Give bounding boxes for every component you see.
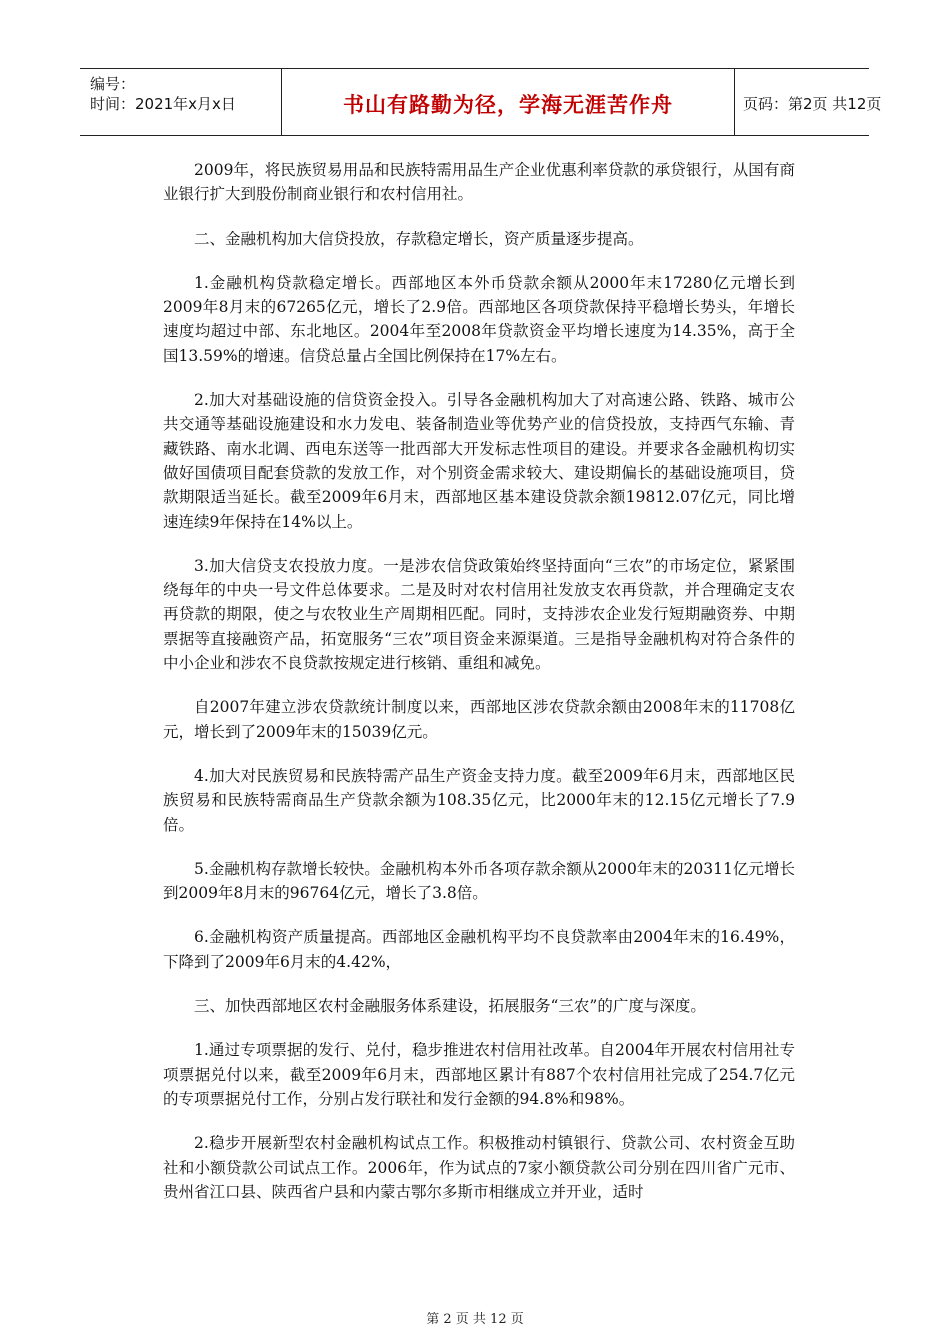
section-heading: 二、金融机构加大信贷投放，存款稳定增长，资产质量逐步提高。	[194, 229, 644, 248]
document-number-label: 编号：	[90, 75, 136, 93]
document-date-label: 时间：2021年x月x日	[90, 95, 236, 113]
header-page-code: 页码：第2页 共12页	[743, 95, 882, 113]
paragraph: 自2007年建立涉农贷款统计制度以来，西部地区涉农贷款余额由2008年末的11708亿元，增长到了2009年末的15039亿元。	[163, 698, 795, 741]
paragraph: 5.金融机构存款增长较快。金融机构本外币各项存款余额从2000年末的20311亿元增长到2009年8月末的96764亿元，增长了3.8倍。	[163, 859, 795, 903]
paragraph: 2009年，将民族贸易用品和民族特需用品生产企业优惠利率贷款的承贷银行，从国有商业银行扩大到股份制商业银行和农村信用社。	[163, 161, 795, 204]
document-body	[163, 158, 795, 1224]
header-motto: 书山有路勤为径，学海无涯苦作舟	[343, 93, 673, 117]
document-header	[80, 68, 882, 136]
paragraph: 1.金融机构贷款稳定增长。西部地区本外币贷款余额从2000年末17280亿元增长到2009年8月末的67265亿元，增长了2.9倍。西部地区各项贷款保持平稳增长势头，年增长速度均超过中部、东北地区。2004年至2008年贷款资金平均增长速度为14.35%，高于全国13.59%的增速。信贷总量占全国比例保持在17%左右。	[163, 273, 795, 365]
paragraph: 6.金融机构资产质量提高。西部地区金融机构平均不良贷款率由2004年末的16.49%，下降到了2009年6月末的4.42%，	[163, 928, 795, 971]
page-footer: 第 2 页 共 12 页	[426, 1312, 524, 1327]
paragraph: 1.通过专项票据的发行、兑付，稳步推进农村信用社改革。自2004年开展农村信用社专项票据兑付以来，截至2009年6月末，西部地区累计有887个农村信用社完成了254.7亿元的专项票据兑付工作，分别占发行联社和发行金额的94.8%和98%。	[163, 1041, 795, 1108]
paragraph: 2.加大对基础设施的信贷资金投入。引导各金融机构加大了对高速公路、铁路、城市公共交通等基础设施建设和水力发电、装备制造业等优势产业的信贷投放，支持西气东输、青藏铁路、南水北调、西电东送等一批西部大开发标志性项目的建设。并要求各金融机构切实做好国债项目配套贷款的发放工作，对个别资金需求较大、建设期偏长的基础设施项目，贷款期限适当延长。截至2009年6月末，西部地区基本建设贷款余额19812.07亿元，同比增速连续9年保持在14%以上。	[163, 391, 795, 531]
header-page-cell	[735, 69, 882, 135]
section-heading: 三、加快西部地区农村金融服务体系建设，拓展服务“三农”的广度与深度。	[194, 997, 706, 1016]
paragraph: 4.加大对民族贸易和民族特需产品生产资金支持力度。截至2009年6月末，西部地区民族贸易和民族特需商品生产贷款余额为108.35亿元，比2000年末的12.15亿元增长了7.9倍。	[163, 766, 795, 834]
paragraph: 3.加大信贷支农投放力度。一是涉农信贷政策始终坚持面向“三农”的市场定位，紧紧围绕每年的中央一号文件总体要求。二是及时对农村信用社发放支农再贷款，并合理确定支农再贷款的期限，使之与农牧业生产周期相匹配。同时，支持涉农企业发行短期融资券、中期票据等直接融资产品，拓宽服务“三农”项目资金来源渠道。三是指导金融机构对符合条件的中小企业和涉农不良贷款按规定进行核销、重组和减免。	[163, 556, 795, 673]
header-meta-cell	[80, 69, 280, 135]
paragraph: 2.稳步开展新型农村金融机构试点工作。积极推动村镇银行、贷款公司、农村资金互助社和小额贷款公司试点工作。2006年，作为试点的7家小额贷款公司分别在四川省广元市、贵州省江口县、陕西省户县和内蒙古鄂尔多斯市相继成立并开业，适时	[163, 1134, 795, 1201]
header-motto-cell	[281, 69, 735, 135]
